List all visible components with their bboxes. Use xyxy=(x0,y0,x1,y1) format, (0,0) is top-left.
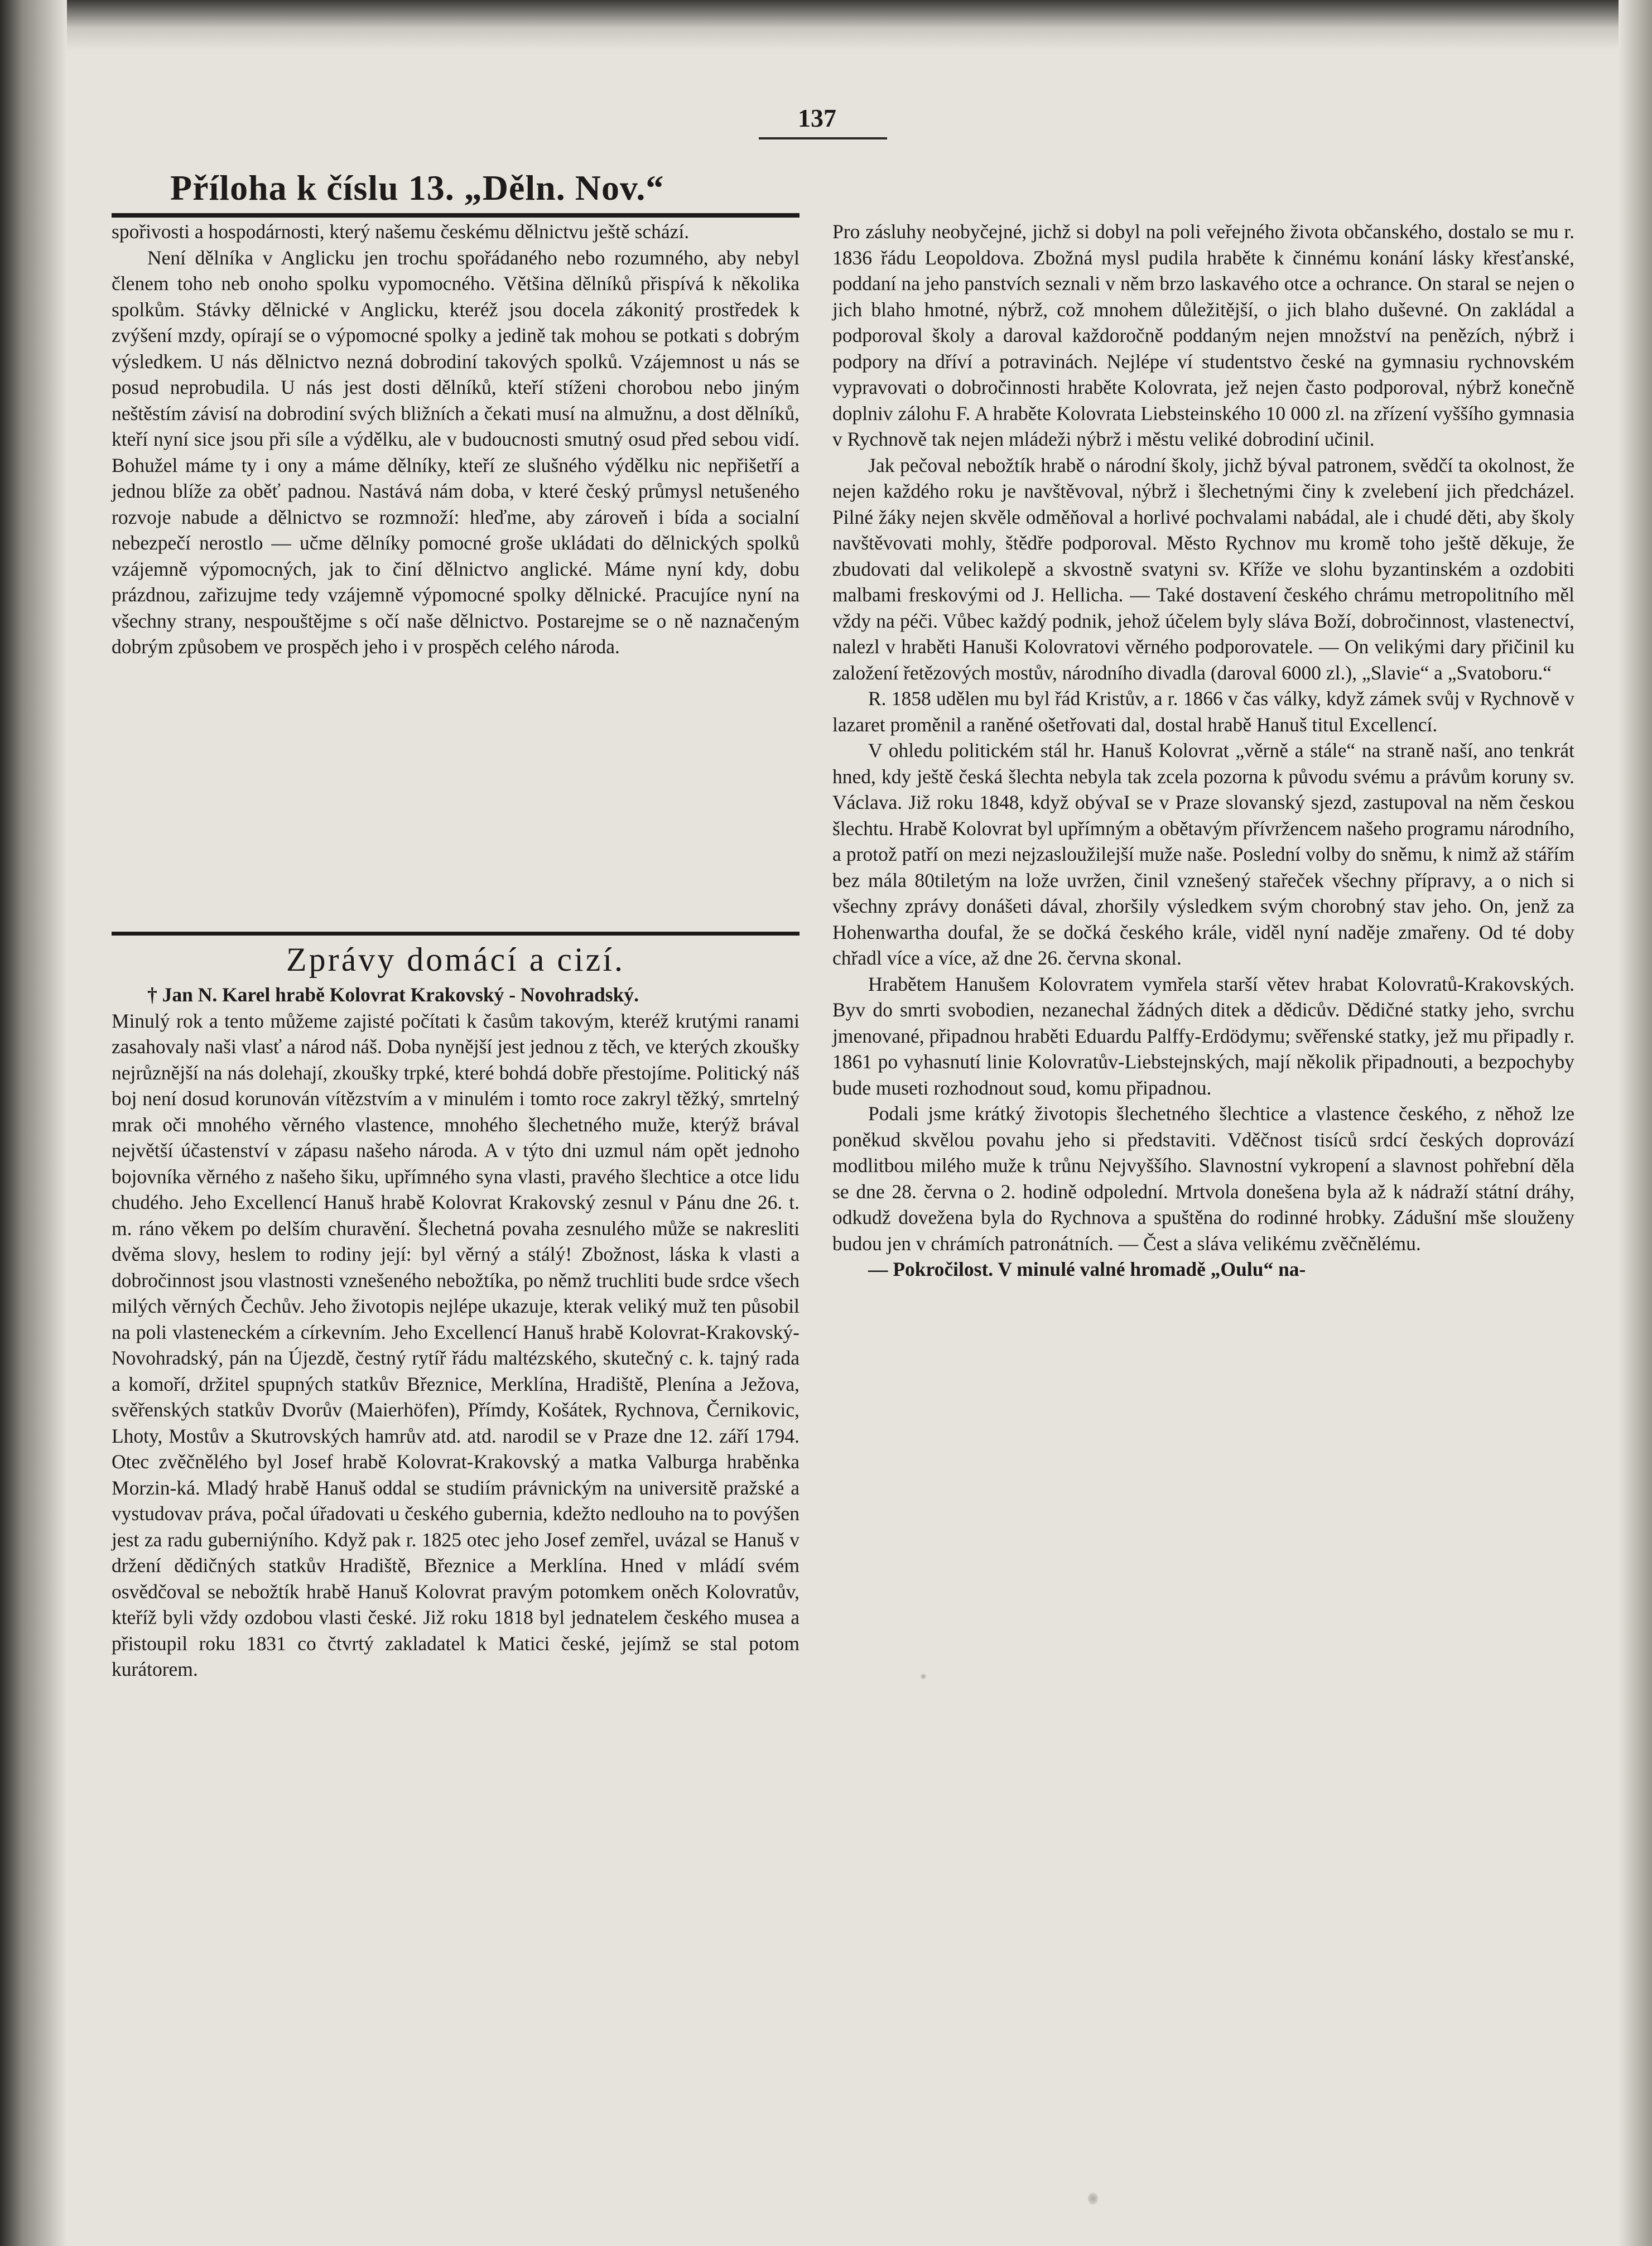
left-column-obituary xyxy=(112,982,799,1683)
scan-shadow-right xyxy=(1619,0,1652,2246)
title-rule xyxy=(112,213,799,218)
obituary-title: † Jan N. Karel hrabě Kolovrat Krakovský - Novohradský. xyxy=(147,984,639,1006)
page-number: 137 xyxy=(798,104,836,132)
page-number-rule xyxy=(759,137,887,139)
ink-spot xyxy=(921,1674,926,1679)
obituary-paragraph: Minulý rok a tento můžeme zajisté počítati k časům takovým, kteréž krutými ranami zasahovaly naši vlasť a národ náš. Doba nynější jest jednou z těch, ve kterých zkoušky nejrůznější na nás dolehají, zkoušky trpké, které bohdá dobře přestojíme. Politický náš boj není dosud korunován vítězstvím a v minulém i tomto roce zakryl těžký, smrtelný mrak oči mnohého věrného vlastence, mnohého šlechetného muže, kterýž brával největší účastenství v zápasu našeho národa. A v týto dni uzmul nám opět jednoho bojovníka věrného z našeho šiku, upřímného syna vlasti, pravého šlechtice a otce lidu chudého. Jeho Excellencí Hanuš hrabě Kolovrat Krakovský zesnul v Pánu dne 26. t. m. ráno věkem po delším churavění. Šlechetná povaha zesnulého může se nakresliti dvěma slovy, heslem to rodiny její: byl věrný a stálý! Zbožnost, láska k vlasti a dobročinnost jsou vlastnosti vznešeného nebožtíka, po němž truchliti bude srdce všech milých věrných Čechův. Jeho životopis nejlépe ukazuje, kterak veliký muž ten působil na poli vlasteneckém a církevním. Jeho Excellencí Hanuš hrabě Kolovrat-Krakovský-Novohradský, pán na Újezdě, čestný rytíř řádu maltézského, skutečný c. k. tajný rada a komoří, držitel spupných statkův Březnice, Merklína, Hradiště, Plenína a Ježova, svěřenských statkův Dvorův (Maierhöfen), Přímdy, Košátek, Rychnova, Černikovic, Lhoty, Mostův a Skutrovských hamrův atd. atd. narodil se v Praze dne 12. září 1794. Otec zvěčnělého byl Josef hrabě Kolovrat-Krakovský a matka Valburga hraběnka Morzin-ká. Mladý hrabě Hanuš oddal se studiím právnickým na universitě pražské a vystudovav práva, počal úřadovati u českého gubernia, kdežto nedlouho na to povýšen jest za radu guberniýního. Když pak r. 1825 otec jeho Josef zemřel, uvázal se Hanuš v držení dědičných statkův Hradiště, Březnice a Merklína. Hned v mládí svém osvědčoval se nebožtík hrabě Hanuš Kolovrat pravým potomkem oněch Kolovratův, kteříž byli vždy ozdobou vlasti české. Již roku 1818 byl jednatelem českého musea a přistoupil roku 1831 co čtvrtý zakladatel k Matici české, jejímž se stal potom kurátorem. xyxy=(112,1009,799,1680)
article-paragraph: Není dělníka v Anglicku jen trochu spořádaného nebo rozumného, aby nebyl členem toho neb onoho spolku vypomocného. Většina dělníků přispívá k několika spolkům. Stávky dělnické v Anglicku, kteréž jsou docela zákonitý prostředek k zvýšení mzdy, opírají se o výpomocné spolky a jedině tak mohou se potkati s dobrým výsledkem. U nás dělnictvo nezná dobrodiní takových spolků. Vzájemnost u nás se posud neprobudila. U nás jest dosti dělníků, kteří stíženi chorobou nebo jiným neštěstím závisí na dobrodiní svých bližních a čekati musí na almužnu, a dost dělníků, kteří nyní sice jsou při síle a výdělku, ale v budoucnosti smutný osud před sebou vidí. Bohužel máme ty i ony a máme dělníky, kteří ze slušného výdělku nic nepřišetří a jednou blíže za oběť padnou. Nastává nám doba, v které český průmysl netušeného rozvoje nabude a dělnictvo se rozmnoží: hleďme, aby zároveň i bída a socialní nebezpečí nerostlo — učme dělníky pomocné groše ukládati do dělnických spolků vzájemně výpomocných, jak to činí dělnictvo anglické. Máme nyní kdy, dobu prázdnou, zařizujme tedy vzájemně výpomocné spolky dělnické. Pracujíce nyní na všechny strany, nespouštějme s očí naše dělnictvo. Postarejme se o ně naznačeným dobrým způsobem ve prospěch jeho i v prospěch celého národa. xyxy=(112,246,799,658)
section-rule xyxy=(112,932,799,936)
supplement-title: Příloha k číslu 13. „Děln. Nov.“ xyxy=(170,168,664,208)
article-paragraph: spořivosti a hospodárnosti, který našemu českému dělnictvu ještě schází. xyxy=(112,220,690,243)
left-column-article xyxy=(112,219,799,660)
obituary-paragraph: V ohledu politickém stál hr. Hanuš Kolovrat „věrně a stále“ na straně naší, ano tenkrát hned, kdy ještě česká šlechta nebyla tak zcela pozorna k původu svému a právům koruny sv. Václava. Již roku 1848, když obývaI se v Praze slovanský sjezd, zastupoval na něm českou šlechtu. Hrabě Kolovrat byl upřímným a obětavým přívržencem našeho programu národního, a protož patří on mezi nejzasloužilejší muže naše. Poslední volby do sněmu, k nimž až stářím bez mála 80tiletým na lože uvržen, činil vznešený stařeček všechny přípravy, a o nich si všechny zprávy donášeti dával, zhoršily výsledkem svým chorobný stav jeho. On, jenž za Hohenwartha doufal, že se dočká českého krále, viděl nyní naděje zmařeny. Od té doby chřadl více a více, až dne 26. června skonal. xyxy=(832,739,1574,969)
ink-spot xyxy=(1088,2192,1098,2205)
obituary-paragraph: Pro zásluhy neobyčejné, jichž si dobyl na poli veřejného života občanského, dostalo se mu r. 1836 řádu Leopoldova. Zbožná mysl pudila hraběte k činnému konání lásky křesťanské, poddaní na jeho panstvích seznali v něm brzo laskavého otce a ochrance. On staral se nejen o jich blaho hmotné, nýbrž, což mnohem důležitější, o jich blaho duševné. On zakládal a podporoval školy a daroval každoročně poddaným nejen množství na penězích, nýbrž i podpory na dříví a potravinách. Nejlépe ví studentstvo české na gymnasiu rychnovském vypravovati o dobročinnosti hraběte Kolovrata, jež nejen často podporoval, nýbrž konečně doplniv zálohu F. A hraběte Kolovrata Liebsteinského 10 000 zl. na zřízení vyššího gymnasia v Rychnově tak nejen mládeži nýbrž i městu veliké dobrodiní učinil. xyxy=(832,220,1574,450)
scan-shadow-left xyxy=(0,0,67,2246)
obituary-paragraph: Hrabětem Hanušem Kolovratem vymřela starší větev hrabat Kolovratů-Krakovských. Byv do smrti svobodien, nezanechal žádných ditek a dědicův. Dědičné statky jeho, svrchu jmenované, připadnou hraběti Eduardu Palffy-Erdödymu; svěřenské statky, jež mu připadly r. 1861 po vyhasnutí linie Kolovratův-Liebstejnských, mají několik připadnouti, a bezpochyby bude museti rozhodnout soud, komu připadnou. xyxy=(832,972,1574,1099)
obituary-paragraph: Jak pečoval nebožtík hrabě o národní školy, jichž býval patronem, svědčí ta okolnost, že nejen každého roku je navštěvoval, nýbrž i šlechetnými činy k zvelebení jich předcházel. Pilné žáky nejen skvěle odměňoval a horlivé pochvalami nabádal, ale i chudé děti, aby školy navštěvovati mohly, štědře podporoval. Město Rychnov mu kromě toho ještě děkuje, že zbudovati dal velikolepě a skvostně svatyni sv. Kříže ve slohu byzantinském a ozdobiti malbami freskovými od J. Hellicha. — Také dostavení českého chrámu metropolitního měl vždy na péči. Vůbec každý podnik, jehož účelem byly sláva Boží, dobročinnost, vlastenectví, nalezl v hraběti Hanuši Kolovratovi věrného podporovatele. — On velikými dary přičinil ku založení řetězových mostův, národního divadla (daroval 6000 zl.), „Slavie“ a „Svatoboru.“ xyxy=(832,454,1574,684)
scan-shadow-top xyxy=(0,0,1652,50)
news-item-start: — Pokročilost. V minulé valné hromadě „Oulu“ na- xyxy=(868,1258,1306,1280)
section-heading: Zprávy domácí a cizí. xyxy=(286,941,625,978)
right-column-obituary xyxy=(832,219,1574,1283)
obituary-paragraph: Podali jsme krátký životopis šlechetného šlechtice a vlastence českého, z něhož lze poněkud skvělou povahu jeho si představiti. Vděčnost tisíců srdcí českých doprovází modlitbou milého muže k trůnu Nejvyššího. Slavnostní vykropení a slavnost pohřební děla se dne 28. června o 2. hodině odpolední. Mrtvola donešena byla až k nádraží státní dráhy, odkudž dovežena byla do Rychnova a spuštěna do rodinné hrobky. Zádušní mše slouženy budou jen v chrámích patronátních. — Čest a sláva velikému zvěčnělému. xyxy=(832,1102,1574,1255)
obituary-paragraph: R. 1858 udělen mu byl řád Kristův, a r. 1866 v čas války, když zámek svůj v Rychnově v lazaret proměnil a raněné ošetřovati dal, dostal hrabě Hanuš titul Excellencí. xyxy=(832,687,1574,736)
